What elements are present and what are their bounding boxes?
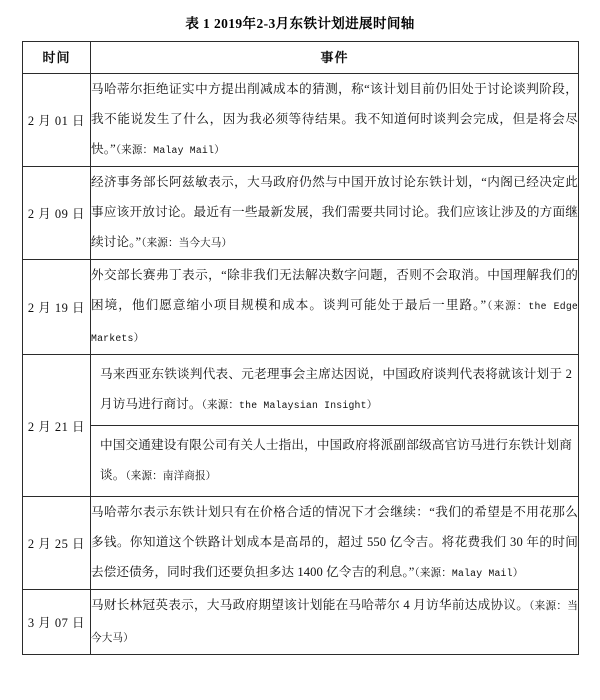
cell-event [91, 167, 579, 260]
table-header [23, 42, 579, 74]
source-prefix: （来源： [529, 601, 568, 612]
event-source [414, 568, 523, 579]
source-prefix: （来源： [125, 471, 163, 482]
cell-event [91, 260, 579, 355]
event-subentry [91, 425, 578, 496]
cell-time: 2 月 25 日 [23, 497, 91, 590]
source-suffix: ） [366, 400, 378, 411]
source-name: the Malaysian Insight [239, 400, 367, 411]
source-suffix: ） [205, 471, 217, 482]
cell-event [91, 497, 579, 590]
source-prefix: （来源： [486, 301, 529, 312]
source-prefix: （来源： [115, 145, 154, 156]
cell-event [91, 355, 579, 497]
event-text: 经济事务部长阿兹敏表示，大马政府仍然与中国开放讨论东铁计划，“内阁已经决定此事应该开放讨论。最近有一些最新发展，我们需要共同讨论。我们应该让涉及的方面继续讨论。” [91, 175, 578, 249]
source-suffix: ） [123, 633, 134, 644]
source-prefix: （来源： [141, 238, 179, 249]
source-name: Malay Mail [451, 568, 513, 579]
column-header-time: 时间 [23, 42, 91, 74]
event-source [116, 145, 225, 156]
source-suffix: ） [512, 568, 524, 579]
table-row [23, 590, 579, 655]
cell-time: 2 月 09 日 [23, 167, 91, 260]
cell-event [91, 74, 579, 167]
event-source [125, 471, 216, 482]
event-subentry [91, 355, 578, 425]
table-row [23, 355, 579, 497]
cell-time: 2 月 01 日 [23, 74, 91, 167]
source-name: 南洋商报 [162, 471, 206, 482]
timeline-table [22, 41, 579, 655]
event-text: 外交部长赛弗丁表示，“除非我们无法解决数字问题，否则不会取消。中国理解我们的困境，他们愿意缩小项目规模和成本。谈判可能处于最后一里路。” [91, 268, 578, 312]
event-text: 中国交通建设有限公司有关人士指出，中国政府将派副部级高官访马进行东铁计划商谈。 [100, 438, 572, 482]
table-row [23, 167, 579, 260]
source-suffix: ） [221, 238, 233, 249]
source-name: Malay Mail [153, 145, 215, 156]
event-text: 马哈蒂尔表示东铁计划只有在价格合适的情况下才会继续：“我们的希望是不用花那么多钱。你知道这个铁路计划成本是高昂的，超过 550 亿令吉。将花费我们 30 年的时间去偿还债务，同时我们还要负担多达 1400 亿令吉的利息。” [91, 505, 578, 579]
event-text: 马财长林冠英表示，大马政府期望该计划能在马哈蒂尔 4 月访华前达成协议。 [91, 598, 530, 612]
table-caption: 表 1 2019年2-3月东铁计划进展时间轴 [185, 16, 415, 31]
source-name: 当今大马 [178, 238, 222, 249]
event-source [202, 400, 378, 411]
table-row [23, 260, 579, 355]
source-suffix: ） [214, 145, 225, 156]
cell-event [91, 590, 579, 655]
table-row [23, 497, 579, 590]
event-text: 马来西亚东铁谈判代表、元老理事会主席达因说，中国政府谈判代表将就该计划于 2 月访马进行商讨。 [100, 367, 572, 411]
source-suffix: ） [133, 333, 145, 344]
column-header-event: 事件 [91, 42, 579, 74]
source-prefix: （来源： [201, 400, 240, 411]
table-container [22, 41, 578, 655]
event-text: 马哈蒂尔拒绝证实中方提出削减成本的猜测，称“该计划目前仍旧处于讨论谈判阶段，我不能说发生了什么，因为我必须等待结果。我不知道何时谈判会完成，但是将会尽快。” [91, 82, 578, 156]
event-source [141, 238, 232, 249]
source-name: 当今大马 [91, 601, 578, 644]
table-row [23, 74, 579, 167]
source-prefix: （来源： [414, 568, 452, 579]
cell-time: 3 月 07 日 [23, 590, 91, 655]
cell-time: 2 月 19 日 [23, 260, 91, 355]
table-body [23, 74, 579, 655]
source-name: the Edge Markets [91, 301, 578, 344]
cell-time: 2 月 21 日 [23, 355, 91, 497]
header-row [23, 42, 579, 74]
